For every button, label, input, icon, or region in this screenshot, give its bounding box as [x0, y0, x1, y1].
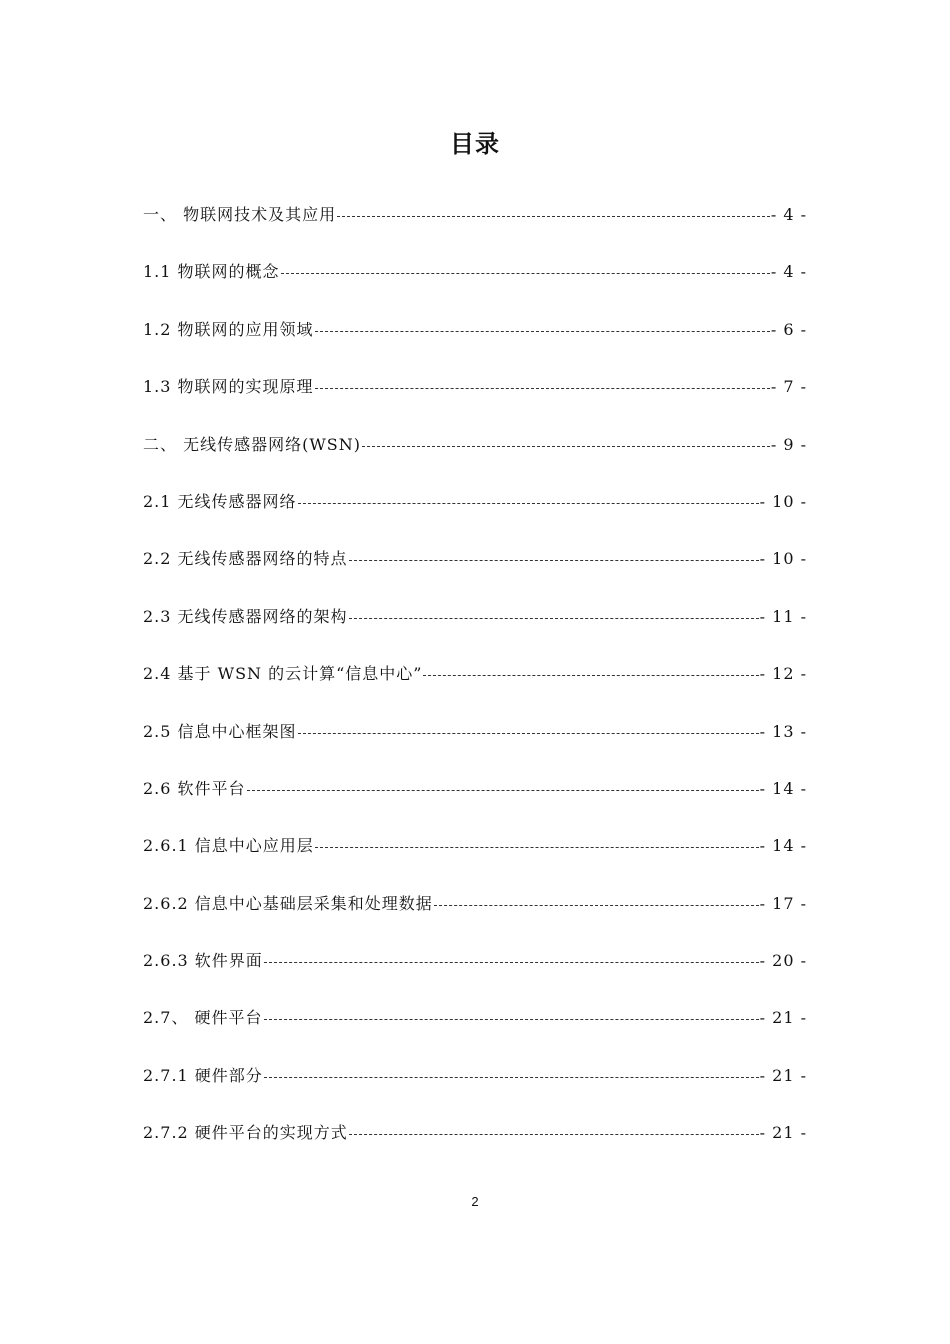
toc-entry[interactable]	[143, 372, 807, 429]
toc-title: 目录	[450, 130, 500, 158]
toc-entry-text: 2.2 无线传感器网络的特点	[143, 549, 348, 569]
toc-entry[interactable]	[143, 315, 807, 372]
toc-entry-text: 一、 物联网技术及其应用	[143, 205, 337, 224]
toc-entry[interactable]	[143, 1003, 807, 1060]
toc-dot-leader	[264, 1003, 759, 1033]
toc-entry[interactable]	[143, 659, 807, 716]
toc-entry-page: - 20 -	[759, 951, 807, 971]
toc-entry-page: - 11 -	[759, 606, 807, 626]
toc-entry-page: - 12 -	[759, 664, 807, 684]
toc-entry-text: 2.3 无线传感器网络的架构	[143, 606, 348, 626]
toc-entry-page: - 13 -	[759, 721, 807, 741]
toc-entry-text: 二、 无线传感器网络(WSN)	[143, 434, 361, 454]
toc-entry[interactable]	[143, 946, 807, 1003]
toc-dot-leader	[315, 831, 759, 861]
toc-entry-page: - 6 -	[770, 319, 807, 339]
toc-entry-page: - 10 -	[759, 549, 807, 569]
toc-dot-leader	[264, 1061, 759, 1091]
toc-entry-page: - 21 -	[759, 1065, 807, 1085]
toc-dot-leader	[315, 315, 770, 345]
toc-entry-text: 2.6.3 软件界面	[143, 951, 263, 971]
toc-entry-page: - 7 -	[770, 377, 807, 397]
toc-entry[interactable]	[143, 1061, 807, 1118]
toc-entry[interactable]	[143, 717, 807, 774]
toc-entry-text: 2.6.2 信息中心基础层采集和处理数据	[143, 893, 433, 913]
toc-entry[interactable]	[143, 200, 807, 257]
toc-entry[interactable]	[143, 257, 807, 314]
toc-entry-text: 1.2 物联网的应用领域	[143, 319, 314, 339]
toc-dot-leader	[281, 257, 770, 287]
toc-entry-text: 2.7.1 硬件部分	[143, 1065, 263, 1085]
toc-entry-page: - 17 -	[759, 893, 807, 913]
toc-entry-text: 2.7.2 硬件平台的实现方式	[143, 1123, 348, 1143]
toc-entry-page: - 10 -	[759, 491, 807, 511]
toc-entry[interactable]	[143, 1118, 807, 1175]
toc-dot-leader	[264, 946, 759, 976]
toc-entry-page: - 9 -	[770, 434, 807, 454]
toc-entry-page: - 4 -	[770, 262, 807, 282]
toc-entry-text: 2.4 基于 WSN 的云计算“信息中心”	[143, 664, 423, 684]
toc-entry[interactable]	[143, 831, 807, 888]
toc-entry[interactable]	[143, 487, 807, 544]
toc-dot-leader	[298, 487, 759, 517]
toc-dot-leader	[434, 889, 759, 919]
toc-entry[interactable]	[143, 544, 807, 601]
toc-dot-leader	[315, 372, 770, 402]
toc-entry[interactable]	[143, 430, 807, 487]
toc-dot-leader	[247, 774, 759, 804]
toc-entry-text: 2.1 无线传感器网络	[143, 491, 297, 511]
toc-entry-page: - 21 -	[759, 1008, 807, 1028]
toc-entry-page: - 21 -	[759, 1123, 807, 1143]
toc-entry-text: 2.5 信息中心框架图	[143, 721, 297, 741]
toc-entry-text: 2.7、 硬件平台	[143, 1008, 263, 1028]
toc-entry-page: - 14 -	[759, 778, 807, 798]
toc-entry[interactable]	[143, 774, 807, 831]
toc-dot-leader	[337, 200, 770, 230]
toc-dot-leader	[423, 659, 758, 689]
toc-list	[143, 200, 807, 1176]
toc-dot-leader	[349, 1118, 759, 1148]
toc-dot-leader	[349, 544, 759, 574]
toc-entry[interactable]	[143, 889, 807, 946]
toc-entry-text: 1.1 物联网的概念	[143, 262, 280, 282]
toc-entry-text: 1.3 物联网的实现原理	[143, 377, 314, 397]
toc-entry-text: 2.6 软件平台	[143, 778, 246, 798]
toc-entry-page: - 14 -	[759, 836, 807, 856]
page-number: 2	[471, 1194, 479, 1209]
toc-entry[interactable]	[143, 602, 807, 659]
toc-dot-leader	[362, 430, 770, 460]
toc-entry-text: 2.6.1 信息中心应用层	[143, 836, 314, 856]
toc-entry-page: - 4 -	[770, 205, 807, 224]
toc-dot-leader	[298, 717, 759, 747]
toc-dot-leader	[349, 602, 759, 632]
